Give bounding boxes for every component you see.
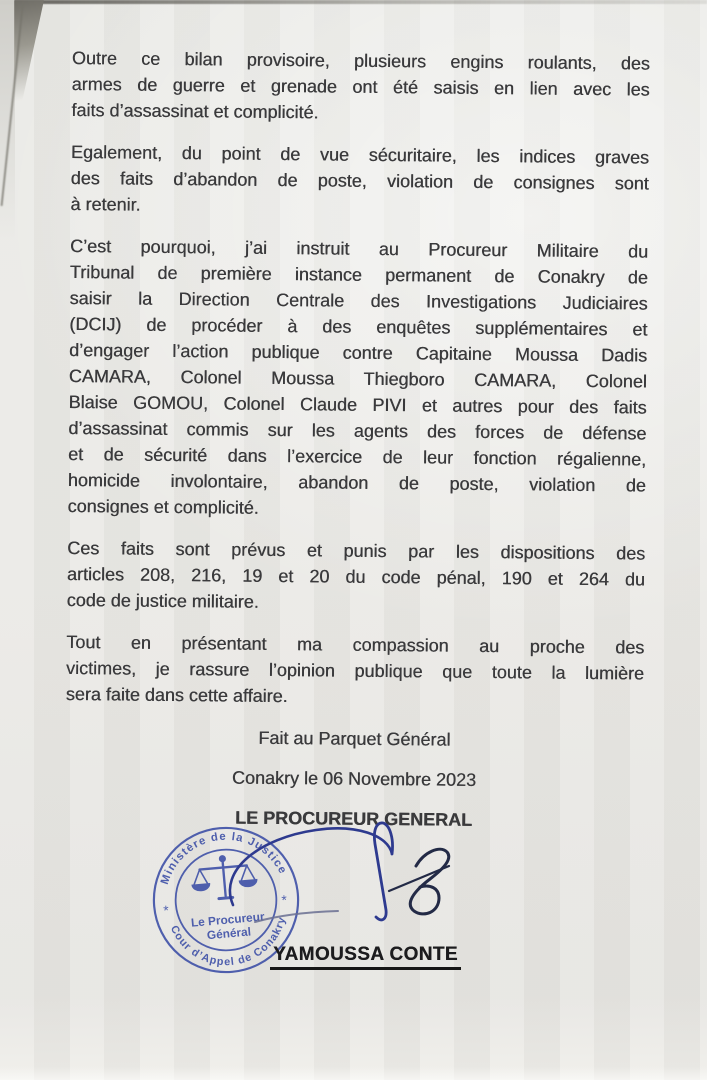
document-line: Blaise GOMOU, Colonel Claude PIVI et autres pour des faits <box>68 391 647 418</box>
stamp-left-star: * <box>162 901 170 919</box>
signature-flourish-stroke <box>410 849 449 914</box>
document-line: d’engager l’action publique contre Capitaine Moussa Dadis <box>68 339 648 366</box>
paper-corner-shadow <box>14 0 44 130</box>
document-line: d’assassinat commis sur les agents des forces de défense <box>68 417 647 444</box>
closing-title: LE PROCUREUR GENERAL <box>234 807 473 830</box>
signature-tail-stroke <box>255 911 338 922</box>
closing-date: Conakry le 06 Novembre 2023 <box>231 767 477 790</box>
stamp-center-line1: Le Procureur <box>190 909 266 930</box>
closing-place: Fait au Parquet Général <box>258 727 451 750</box>
paragraph-4 <box>67 535 646 619</box>
document-line: sera faite dans cette affaire. <box>65 683 288 707</box>
document-line: (DCIJ) de procéder à des enquêtes supplémentaires et <box>69 313 648 340</box>
scan-top-edge-shadow <box>0 0 707 4</box>
document-line: Tribunal de première instance permanent de Conakry de <box>69 261 648 288</box>
document-line: faits d’assassinat et complicité. <box>71 99 319 123</box>
document-line: Egalement, du point de vue sécuritaire, les indices graves <box>70 141 650 168</box>
stamp-right-star: * <box>280 891 288 909</box>
document-line: C’est pourquoi, j’ai instruit au Procureur Militaire du <box>69 235 649 262</box>
paragraph-5 <box>66 629 645 713</box>
stamp-bottom-text: Cour d’Appel de Conakry <box>167 915 289 969</box>
document-line: Ces faits sont prévus et punis par les dispositions des <box>67 537 646 564</box>
document-line: des faits d’abandon de poste, violation de consignes sont <box>70 167 649 194</box>
document-line: Outre ce bilan provisoire, plusieurs engins roulants, des <box>71 47 650 74</box>
document-line: armes de guerre et grenade ont été saisis en lien avec les <box>71 73 650 100</box>
paragraph-1 <box>71 45 650 129</box>
stamp-center-line2: Général <box>206 924 252 943</box>
document-line: consignes et complicité. <box>67 495 259 518</box>
handwritten-signature <box>140 792 570 952</box>
document-line: homicide involontaire, abandon de poste, violation de <box>67 469 646 496</box>
scan-bottom-light-band <box>0 1067 707 1080</box>
document-body <box>64 45 649 835</box>
paragraph-2 <box>70 139 649 223</box>
paragraph-3 <box>67 233 648 525</box>
document-line: et de sécurité dans l’exercice de leur fonction régalienne, <box>67 443 647 470</box>
document-line: à retenir. <box>70 193 141 215</box>
document-line: code de justice militaire. <box>66 589 259 612</box>
signature-loop-stroke <box>230 828 392 905</box>
stamp-top-text: Ministère de la Justice <box>158 830 289 887</box>
document-line: saisir la Direction Centrale des Investigations Judiciaires <box>69 287 648 314</box>
document-line: CAMARA, Colonel Moussa Thiegboro CAMARA, Colonel <box>68 365 647 392</box>
signatory-name-row <box>12 944 707 970</box>
document-line: Tout en présentant ma compassion au proche des <box>66 631 645 658</box>
document-line: victimes, je rassure l’opinion publique que toute la lumière <box>65 657 645 684</box>
document-line: articles 208, 216, 19 et 20 du code pénal, 190 et 264 du <box>66 563 645 590</box>
signatory-name: YAMOUSSA CONTE <box>270 944 461 970</box>
